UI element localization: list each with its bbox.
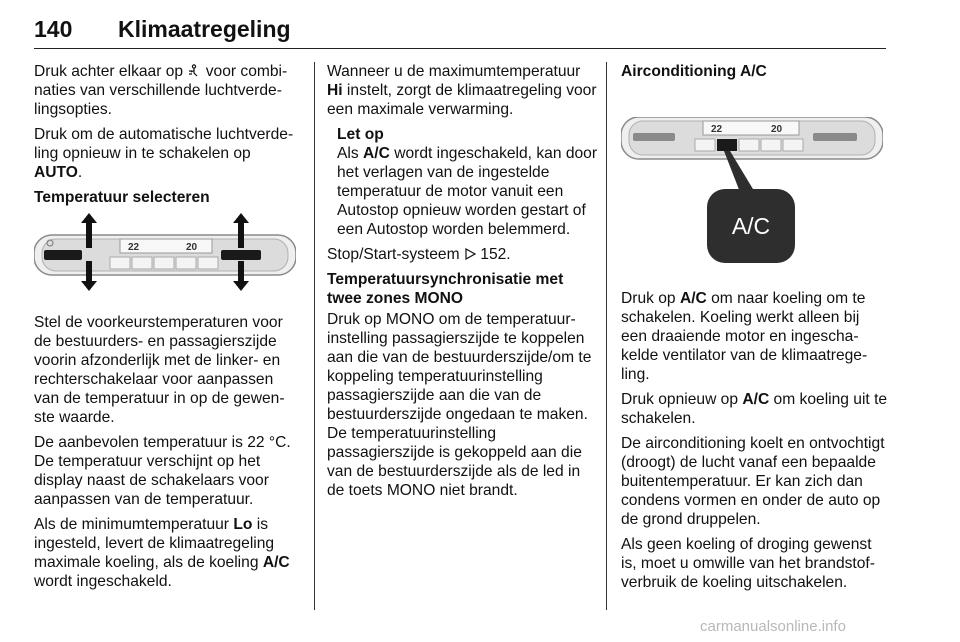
climate-panel-ac-figure	[621, 117, 883, 267]
page-reference-icon	[464, 248, 476, 260]
panel-button-row	[695, 139, 803, 151]
note-block	[327, 125, 599, 239]
down-arrow-left-icon	[86, 261, 92, 281]
down-arrow-right-icon	[238, 261, 244, 281]
column-1	[34, 62, 296, 597]
column-divider-2	[606, 62, 607, 610]
paragraph-ac-on: Druk op A/C om naar koeling om te schakelen. Koeling werkt alleen bij een draaiende motor en ingeschakelde ventilator van de klimaatregeling.	[621, 290, 868, 383]
paragraph-set-preference: Stel de voorkeurstemperaturen voor de bestuurders- en passagierszijde voorin afzonderlijk met de linker- en rechterschakelaar voor aanpassen van de temperatuur in op de gewenste waarde.	[34, 314, 285, 426]
heading-mono: Temperatuursynchronisatie met twee zones MONO	[327, 271, 564, 307]
watermark: carmanualsonline.info	[700, 618, 846, 635]
note-text: Als A/C wordt ingeschakeld, kan door het verlagen van de ingestelde temperatuur de motor vanuit een Autostop opnieuw worden gestart of een Autostop worden belemmerd.	[337, 145, 598, 238]
paragraph-ac-off: Druk opnieuw op A/C om koeling uit te schakelen.	[621, 391, 888, 427]
left-temperature-switch	[44, 250, 82, 260]
paragraph-auto: Druk om de automatische luchtverdeling opnieuw in te schakelen op AUTO.	[34, 126, 294, 181]
note-title: Let op	[337, 126, 384, 143]
heading-airconditioning: Airconditioning A/C	[621, 63, 767, 80]
paragraph-maximum-temp: Wanneer u de maximumtemperatuur Hi instelt, zorgt de klimaatregeling voor een maximale verwarming.	[327, 63, 597, 118]
column-divider-1	[314, 62, 315, 610]
paragraph-fuel-saving: Als geen koeling of droging gewenst is, moet u omwille van het brandstofverbruik de koeling uitschakelen.	[621, 536, 875, 591]
paragraph-air-distribution: Druk achter elkaar op voor combinaties van verschillende luchtverdelingsopties.	[34, 63, 288, 118]
right-temperature-switch	[221, 250, 261, 260]
paragraph-mono: Druk op MONO om de temperatuurinstelling passagierszijde te koppelen aan die van de bestuurderszijde/om te koppeling temperatuurinstelling passagierszijde aan die van de bestuurderszijde ongedaan te maken. De temperatuurinstelling passagierszijde is gekoppeld aan die van de bestuurderszijde als de led in de toets MONO niet brandt.	[327, 311, 592, 499]
column-3	[621, 62, 889, 598]
page-number: 140	[34, 16, 73, 42]
left-temperature-display: 22	[128, 242, 140, 253]
ac-button	[717, 139, 737, 151]
page-header	[34, 12, 886, 49]
paragraph-recommended-temp: De aanbevolen temperatuur is 22 °C. De temperatuur verschijnt op het display naast de schakelaars voor aanpassen van de temperatuur.	[34, 434, 291, 508]
up-arrow-right-icon	[238, 222, 244, 248]
left-temperature-display: 22	[711, 124, 723, 135]
paragraph-dehumidify: De airconditioning koelt en ontvochtigt (droogt) de lucht vanaf een bepaalde buitentemperatuur. Er kan zich dan condens vormen en onder de auto op de grond druppelen.	[621, 435, 885, 528]
page-title: Klimaatregeling	[118, 16, 291, 42]
heading-temperature-select: Temperatuur selecteren	[34, 189, 210, 206]
ac-callout-label: A/C	[731, 213, 771, 239]
panel-button-row	[110, 257, 218, 269]
up-arrow-left-icon	[86, 222, 92, 248]
climate-panel-temperature-figure	[34, 213, 296, 291]
paragraph-minimum-temp: Als de minimumtemperatuur Lo is ingesteld, levert de klimaatregeling maximale koeling, als de koeling A/C wordt ingeschakeld.	[34, 516, 290, 590]
right-temperature-display: 20	[771, 124, 783, 135]
right-temperature-display: 20	[186, 242, 198, 253]
air-distribution-icon	[187, 64, 201, 78]
column-2	[327, 62, 599, 506]
stop-start-reference: Stop/Start-systeem 152.	[327, 246, 511, 263]
